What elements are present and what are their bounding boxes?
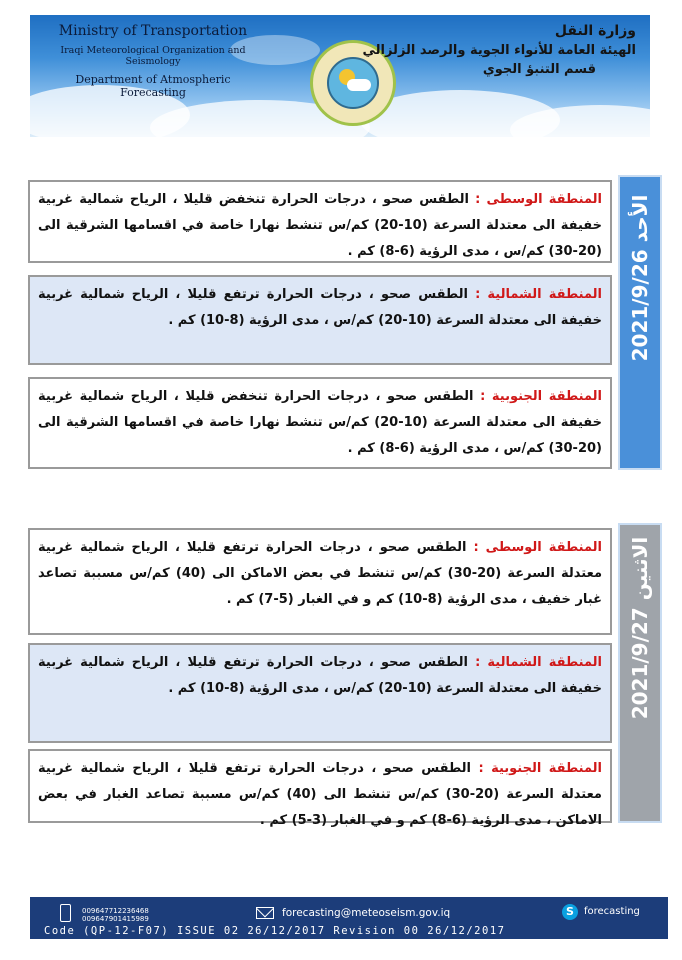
- footer: [30, 897, 668, 939]
- cloud-icon: [347, 79, 371, 91]
- region-south: [28, 749, 612, 828]
- skype-icon: S: [562, 904, 578, 920]
- region-name: المنطقة الوسطى :: [475, 192, 602, 207]
- region-name: المنطقة الجنوبية :: [478, 761, 603, 776]
- organization-name-ar: الهيئة العامة للأنواء الجوية والرصد الزلزالي: [362, 43, 636, 58]
- phone-number: 009647712236468: [82, 907, 149, 915]
- day-strip-label: [628, 194, 652, 451]
- department-name-en: Department of Atmospheric Forecasting: [75, 73, 231, 99]
- region-forecast: الطقس صحو ، درجات الحرارة ترتفع قليلا ، الرياح شمالية غربية خفيفة الى معتدلة السرعة (10-20) كم/س ، مدى الرؤية (8-10) كم .: [38, 287, 602, 328]
- phone-icon: [60, 904, 71, 922]
- ministry-name-en: Ministry of Transportation: [58, 23, 248, 39]
- header-banner: [30, 15, 650, 137]
- day-strip: [618, 523, 662, 823]
- phone-numbers: [82, 907, 149, 923]
- day-strip: [618, 175, 662, 470]
- region-name: المنطقة الشمالية :: [475, 287, 603, 302]
- day-name: الأحد: [628, 194, 652, 242]
- department-name-ar: قسم التنبؤ الجوي: [482, 62, 596, 77]
- email-address[interactable]: forecasting@meteoseism.gov.iq: [282, 907, 451, 919]
- day-name: الاثنين: [628, 536, 652, 601]
- organization-name-en: Iraqi Meteorological Organization and Seismology: [60, 45, 246, 67]
- skype-name: forecasting: [584, 906, 640, 917]
- phone-number: 009647901415989: [82, 915, 149, 923]
- forecast-date: 2021/9/26: [628, 248, 652, 361]
- region-central: [28, 180, 612, 263]
- forecast-date: 2021/9/27: [628, 607, 652, 720]
- day-panel-2: [28, 523, 664, 828]
- day-strip-label: [628, 537, 652, 810]
- ministry-name-ar: وزارة النقل: [554, 23, 636, 39]
- region-name: المنطقة الوسطى :: [473, 540, 602, 555]
- mail-icon: [256, 907, 274, 919]
- region-central: [28, 528, 612, 635]
- region-north: [28, 643, 612, 743]
- region-forecast: الطقس صحو ، درجات الحرارة ترتفع قليلا ، الرياح شمالية غربية معتدلة السرعة (20-30) كم/س تنشط في بعض الاماكن الى (40) كم/س مسببة تصاعد غبار خفيف ، مدى الرؤية (8-10) كم و في الغبار (5-7) كم .: [38, 540, 602, 607]
- region-forecast: الطقس صحو ، درجات الحرارة تنخفض قليلا ، الرياح شمالية غربية خفيفة الى معتدلة السرعة (10-20) كم/س تنشط نهارا خاصة في اقسامها الشرقية الى (20-30) كم/س ، مدى الرؤية (6-8) كم .: [38, 389, 602, 456]
- arabic-header: [362, 23, 636, 77]
- english-header: [48, 23, 258, 99]
- region-name: المنطقة الجنوبية :: [480, 389, 603, 404]
- day-panel-1: [28, 175, 664, 470]
- region-north: [28, 275, 612, 365]
- region-forecast: الطقس صحو ، درجات الحرارة ترتفع قليلا ، الرياح شمالية غربية معتدلة السرعة (20-30) كم/س تنشط الى (40) كم/س مسببة تصاعد الغبار في بعض الاماكن ، مدى الرؤية (6-8) كم و في الغبار (3-5) كم .: [38, 761, 602, 828]
- region-forecast: الطقس صحو ، درجات الحرارة تنخفض قليلا ، الرياح شمالية غربية خفيفة الى معتدلة السرعة (10-20) كم/س تنشط نهارا خاصة في اقسامها الشرقية الى (20-30) كم/س ، مدى الرؤية (6-8) كم .: [38, 192, 602, 259]
- document-code: Code (QP-12-F07) ISSUE 02 26/12/2017 Revision 00 26/12/2017: [44, 925, 506, 937]
- region-forecast: الطقس صحو ، درجات الحرارة ترتفع قليلا ، الرياح شمالية غربية خفيفة الى معتدلة السرعة (10-20) كم/س ، مدى الرؤية (8-10) كم .: [38, 655, 602, 696]
- region-south: [28, 377, 612, 469]
- region-name: المنطقة الشمالية :: [475, 655, 603, 670]
